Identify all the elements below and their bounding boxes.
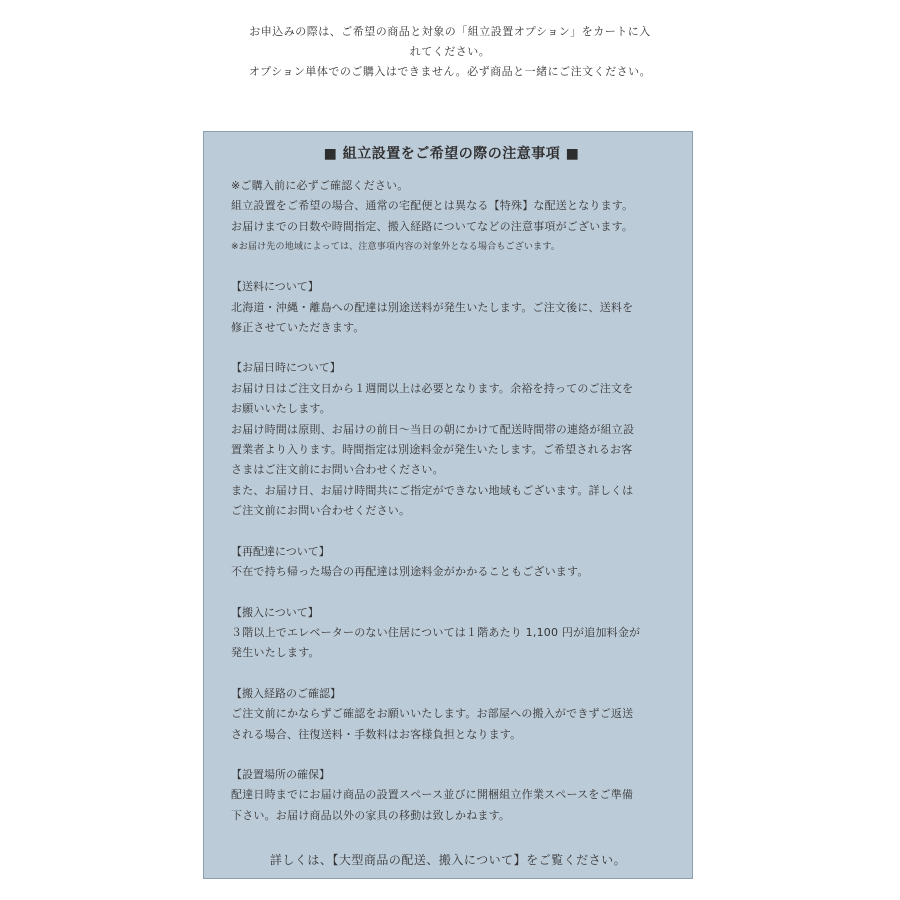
intro-line: オプション単体でのご購入はできません。必ず商品と一緒にご注文ください。 — [248, 65, 652, 78]
section-line: 不在で持ち帰った場合の再配達は別途料金がかかることもございます。 — [231, 565, 589, 579]
section-carry-in — [231, 603, 672, 664]
preamble-line: ※ご購入前に必ずご確認ください。 — [231, 179, 409, 192]
section-heading: 【送料について】 — [231, 280, 319, 294]
section-delivery-datetime — [231, 358, 672, 521]
preamble-line: 組立設置をご希望の場合、通常の宅配便とは異なる【特殊】な配送となります。 — [231, 199, 634, 213]
notice-title: ■ 組立設置をご希望の際の注意事項 ■ — [323, 146, 580, 162]
section-heading: 【再配達について】 — [231, 544, 330, 558]
section-line: 下さい。お届け商品以外の家具の移動は致しかねます。 — [231, 808, 511, 822]
section-shipping-fee — [231, 277, 672, 338]
section-carry-in-route — [231, 684, 672, 745]
section-line: ご注文前にかならずご確認をお願いいたします。お部屋への搬入ができずご返送 — [231, 707, 634, 721]
section-redelivery — [231, 542, 672, 583]
intro-line: れてください。 — [409, 45, 491, 58]
section-line: 北海道・沖縄・離島への配達は別途送料が発生いたします。ご注文後に、送料を — [231, 300, 634, 314]
notice-footer: 詳しくは、【大型商品の配送、搬入について】をご覧ください。 — [269, 853, 627, 867]
section-heading: 【お届日時について】 — [231, 361, 341, 375]
section-line: お届け時間は原則、お届けの前日～当日の朝にかけて配送時間帯の連絡が組立設 — [231, 422, 635, 436]
section-line: お願いいたします。 — [231, 402, 331, 416]
assembly-notice-box — [203, 131, 693, 879]
section-line: また、お届け日、お届け時間共にご指定ができない地域もございます。詳しくは — [231, 483, 634, 497]
section-line: 置業者より入ります。時間指定は別途料金が発生いたします。ご希望されるお客 — [231, 443, 633, 457]
intro-line: お申込みの際は、ご希望の商品と対象の「組立設置オプション」をカートに入 — [249, 25, 651, 38]
section-heading: 【搬入について】 — [231, 605, 319, 619]
section-install-space — [231, 765, 672, 826]
section-line: ３階以上でエレベーターのない住居については１階あたり 1,100 円が追加料金が — [231, 625, 641, 639]
intro-text — [0, 22, 900, 82]
preamble-line: お届けまでの日数や時間指定、搬入経路についてなどの注意事項がございます。 — [231, 219, 634, 233]
section-heading: 【設置場所の確保】 — [231, 767, 330, 781]
section-line: さまはご注文前にお問い合わせください。 — [231, 463, 444, 477]
notice-preamble — [231, 176, 672, 257]
section-line: お届け日はご注文日から１週間以上は必要となります。余裕を持ってのご注文を — [231, 381, 634, 395]
section-line: 発生いたします。 — [231, 646, 320, 660]
section-heading: 【搬入経路のご確認】 — [231, 686, 341, 700]
preamble-small-note: ※お届け先の地域によっては、注意事項内容の対象外となる場合もございます。 — [231, 242, 561, 253]
section-line: 修正させていただきます。 — [231, 321, 365, 335]
section-line: ご注文前にお問い合わせください。 — [231, 504, 411, 518]
section-line: 配達日時までにお届け商品の設置スペース並びに開梱組立作業スペースをご準備 — [231, 788, 634, 802]
section-line: される場合、往復送料・手数料はお客様負担となります。 — [231, 727, 522, 741]
